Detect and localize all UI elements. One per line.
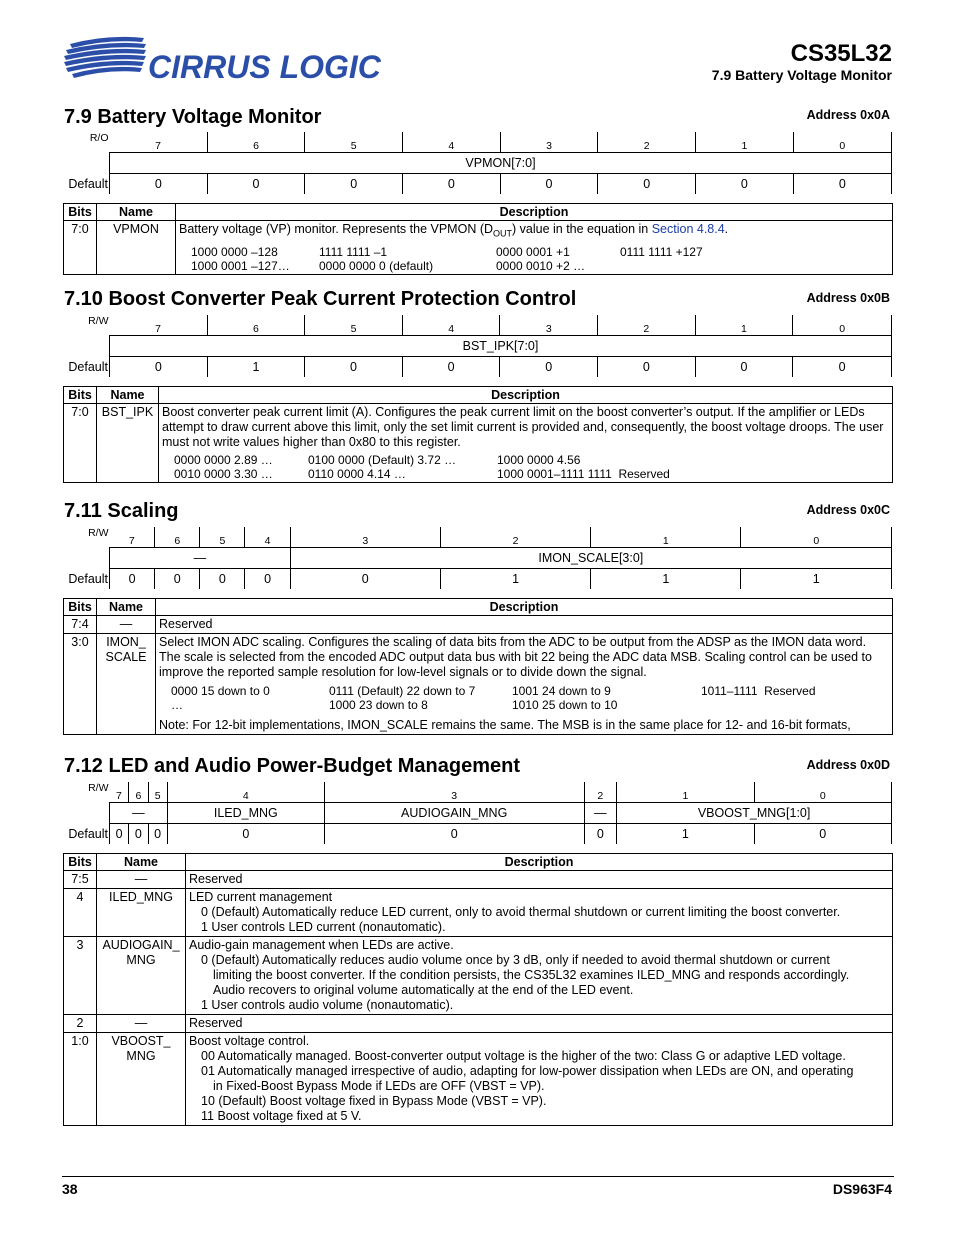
description-table: Bits Name Description 7:5 — Reserved 4 ILED_MNG LED current management 0 (Default) Automatically reduce LED current, only to avoid thermal shutdown or current limiting the boost converter. 1 User controls LED current (nonautomatic). 3 AUDIOGAIN_ MNG Audio-gain management when LEDs are active. 0 (Default) Automatically reduces audio volume once by 3 dB, only if needed to avoid thermal shutdown or current limiting the boost converter. If the condition persists, the CS35L32 examines ILED_MNG and responds accordingly. Audio recovers to original volume automatically at the end of the LED event. 1 User controls audio volume (nonautomatic). 2 — Reserved 1:0 VBOOST_ MNG Boost voltage control. 00 Automatically managed. Boost-converter output voltage is the higher of the two: Class G or adaptive LED voltage. 01 Automatically managed irrespective of audio, adapting for low-power dissipation when LEDs are ON, and operating in Fixed-Boost Bypass Mode if LEDs are OFF (VBST = VP). 10 (Default) Boost voltage fixed in Bypass Mode (VBST = VP). 11 Boost voltage fixed at 5 V. <box>63 853 893 1126</box>
cirrus-logic-logo <box>62 30 381 86</box>
table-row: 3:0 IMON_ SCALE Select IMON ADC scaling. Configures the scaling of data bits from the ADC to be output from the ADSP as the IMON data word. The scale is selected from the encoded ADC output data bus with bit 22 being the ADC data MSB. Scaling control can be used to improve the reported sample resolution for low-level signals or to divide down the signal. 0000 15 down to 0 … 0111 (Default) 22 down to 7 1000 23 down to 8 1001 24 down to 9 1010 25 down to 10 1011–1111 Reserved Note: For 12-bit implementations, IMON_SCALE remains the same. The MSB is in the same place for 12- and 16-bit formats, <box>64 634 893 735</box>
register-address: Address 0x0B <box>806 291 890 305</box>
register-map: R/W 7 6 5 4 3 2 1 0 — IMON_SCALE[3:0] Default 0 0 0 0 0 1 1 1 <box>64 527 892 589</box>
section-title: 7.12 LED and Audio Power-Budget Management <box>64 755 520 777</box>
register-address: Address 0x0C <box>806 503 890 517</box>
description-table: Bits Name Description 7:4 — Reserved 3:0 IMON_ SCALE Select IMON ADC scaling. Configures the scaling of data bits from the ADC to be output from the ADSP as the IMON data word. The scale is selected from the encoded ADC output data bus with bit 22 being the ADC data MSB. Scaling control can be used to improve the reported sample resolution for low-level signals or to divide down the signal. 0000 15 down to 0 … 0111 (Default) 22 down to 7 1000 23 down to 8 1001 24 down to 9 1010 25 down to 10 1011–1111 Reserved Note: For 12-bit implementations, IMON_SCALE remains the same. The MSB is in the same place for 12- and 16-bit formats, <box>63 598 893 735</box>
section-title: 7.10 Boost Converter Peak Current Protection Control <box>64 288 577 310</box>
section-title: 7.11 Scaling <box>64 500 179 522</box>
logo-wordmark: CIRRUS LOGIC <box>148 49 381 85</box>
table-row: 7:5 — Reserved <box>64 871 893 889</box>
table-row: 2 — Reserved <box>64 1015 893 1033</box>
field-name: — <box>110 548 291 569</box>
table-row: 4 ILED_MNG LED current management 0 (Default) Automatically reduce LED current, only to avoid thermal shutdown or current limiting the boost converter. 1 User controls LED current (nonautomatic). <box>64 889 893 937</box>
field-name: — <box>584 803 617 824</box>
field-name: VPMON[7:0] <box>110 153 892 174</box>
field-name: — <box>110 803 168 824</box>
section-link[interactable]: Section 4.8.4 <box>651 222 725 236</box>
register-map: R/O 7 6 5 4 3 2 1 0 VPMON[7:0] Default 0 0 0 0 0 0 0 0 <box>64 132 892 194</box>
field-name: AUDIOGAIN_MNG <box>324 803 584 824</box>
table-row: 7:0 BST_IPK Boost converter peak current limit (A). Configures the peak current limit on the boost converter’s output. If the amplifier or LEDs attempt to draw current above this limit, only the set limit current is provided and, consequently, the boost voltage droops. The user must not write values higher than 0x80 to this register. 0000 0000 2.89 … 0010 0000 3.30 … 0100 0000 (Default) 3.72 … 0110 0000 4.14 … 1000 0000 4.56 1000 0001–1111 1111 Reserved <box>64 404 893 483</box>
field-name: VBOOST_MNG[1:0] <box>617 803 892 824</box>
register-address: Address 0x0A <box>806 108 890 122</box>
field-name: IMON_SCALE[3:0] <box>290 548 891 569</box>
field-name: BST_IPK[7:0] <box>110 336 892 357</box>
table-row: 7:0 VPMON Battery voltage (VP) monitor. Represents the VPMON $(D_{OUT})$ value in the equation in Section 4.8.4. 1000 0000 –128 1000 0001 –127… 1111 1111 –1 0000 0000 0 (default) 0000 0001 +1 0000 0010 +2 … 0111 1111 +127 <box>64 221 893 275</box>
section-title: 7.9 Battery Voltage Monitor <box>64 106 322 128</box>
chip-name: CS35L32 <box>790 40 892 67</box>
register-address: Address 0x0D <box>806 758 890 772</box>
register-map: R/W 7 6 5 4 3 2 1 0 BST_IPK[7:0] Default 0 1 0 0 0 0 0 0 <box>64 315 892 377</box>
field-name: ILED_MNG <box>167 803 324 824</box>
page-number: 38 <box>62 1181 78 1197</box>
table-row: 3 AUDIOGAIN_ MNG Audio-gain management when LEDs are active. 0 (Default) Automatically reduces audio volume once by 3 dB, only if needed to avoid thermal shutdown or current limiting the boost converter. If the condition persists, the CS35L32 examines ILED_MNG and responds accordingly. Audio recovers to original volume automatically at the end of the LED event. 1 User controls audio volume (nonautomatic). <box>64 937 893 1015</box>
description-table: Bits Name Description 7:0 BST_IPK Boost converter peak current limit (A). Configures the peak current limit on the boost converter’s output. If the amplifier or LEDs attempt to draw current above this limit, only the set limit current is provided and, consequently, the boost voltage droops. The user must not write values higher than 0x80 to this register. 0000 0000 2.89 … 0010 0000 3.30 … 0100 0000 (Default) 3.72 … 0110 0000 4.14 … 1000 0000 4.56 1000 0001–1111 1111 Reserved <box>63 386 893 483</box>
description-table: Bits Name Description 7:0 VPMON Battery voltage (VP) monitor. Represents the VPMON $(D_{OUT})$ value in the equation in Section 4.8.4. 1000 0000 –128 1000 0001 –127… 1111 1111 –1 0000 0000 0 (default) 0000 0001 +1 0000 0010 +2 … 0111 1111 +127 <box>63 203 893 275</box>
header-subsection: 7.9 Battery Voltage Monitor <box>711 67 892 83</box>
footer-rule <box>62 1176 894 1177</box>
document-id: DS963F4 <box>832 1181 892 1197</box>
table-row: 1:0 VBOOST_ MNG Boost voltage control. 00 Automatically managed. Boost-converter output voltage is the higher of the two: Class G or adaptive LED voltage. 01 Automatically managed irrespective of audio, adapting for low-power dissipation when LEDs are ON, and operating in Fixed-Boost Bypass Mode if LEDs are OFF (VBST = VP). 10 (Default) Boost voltage fixed in Bypass Mode (VBST = VP). 11 Boost voltage fixed at 5 V. <box>64 1033 893 1126</box>
register-map: R/W 7 6 5 4 3 2 1 0 — ILED_MNG AUDIOGAIN_MNG — VBOOST_MNG[1:0] Default 0 0 0 0 0 0 1 0 <box>64 782 892 844</box>
table-row: 7:4 — Reserved <box>64 616 893 634</box>
